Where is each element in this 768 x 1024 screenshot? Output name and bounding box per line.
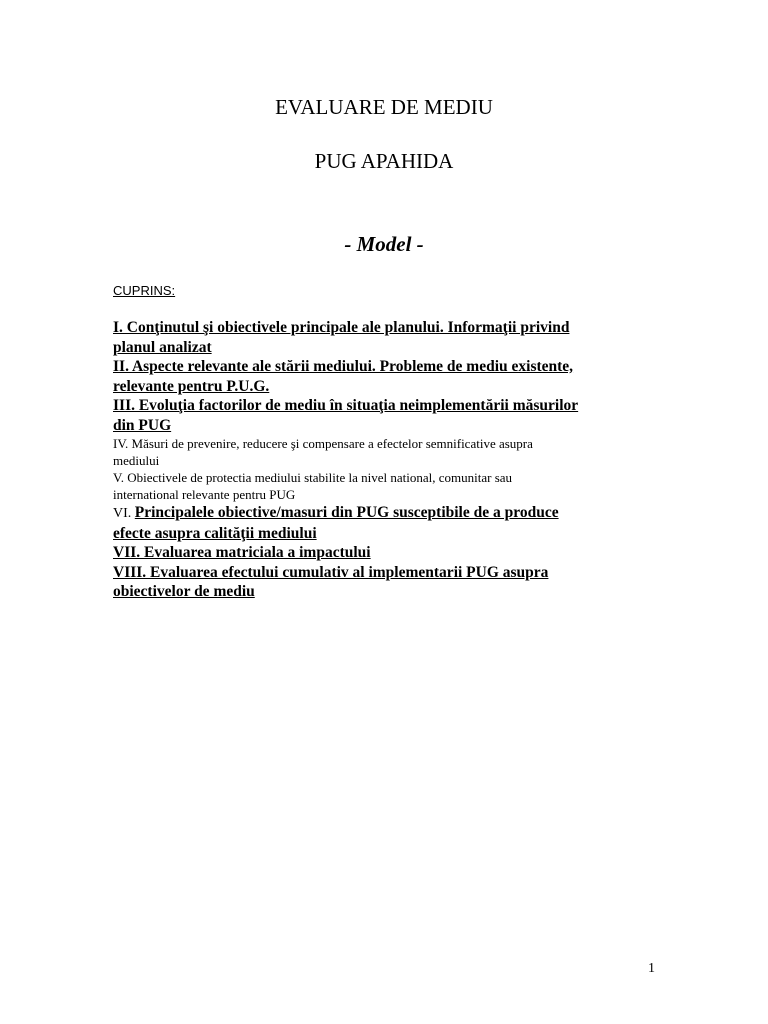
- toc-item-7-line-1: VII. Evaluarea matriciala a impactului: [113, 544, 371, 561]
- model-label: - Model -: [344, 232, 424, 256]
- toc-item-1-line-2: planul analizat: [113, 338, 212, 356]
- toc-item-4-line-1: IV. Măsuri de prevenire, reducere şi compensare a efectelor semnificative asupra: [113, 436, 533, 451]
- toc-item-3-line-2: din PUG: [113, 416, 172, 434]
- toc-item-8-line-1: VIII. Evaluarea efectului cumulativ al implementarii PUG asupra: [113, 563, 549, 581]
- document-title: EVALUARE DE MEDIU: [275, 95, 493, 119]
- toc-item-8-line-2: obiectivelor de mediu: [113, 583, 255, 600]
- toc-item-3[interactable]: [113, 396, 658, 435]
- toc-item-5[interactable]: [113, 469, 658, 503]
- toc-item-1[interactable]: [113, 318, 658, 357]
- toc-item-6-line-1: Principalele obiective/masuri din PUG susceptibile de a produce: [134, 504, 559, 521]
- toc-item-5-line-2: international relevante pentru PUG: [113, 487, 296, 502]
- toc-item-4[interactable]: [113, 435, 658, 469]
- toc-item-5-line-1: V. Obiectivele de protectia mediului stabilite la nivel national, comunitar sau: [113, 470, 513, 485]
- toc-item-2-line-1: II. Aspecte relevante ale stării mediului. Probleme de mediu existente,: [113, 358, 574, 375]
- toc-item-7[interactable]: [113, 543, 658, 563]
- table-of-contents: [113, 318, 658, 602]
- toc-item-2-line-2: relevante pentru P.U.G.: [113, 377, 270, 395]
- document-subtitle: PUG APAHIDA: [314, 149, 454, 173]
- toc-item-4-line-2: mediului: [113, 453, 160, 468]
- toc-item-6-line-2: efecte asupra calităţii mediului: [113, 524, 317, 542]
- toc-item-3-line-1: III. Evoluţia factorilor de mediu în situaţia neimplementării măsurilor: [113, 397, 579, 414]
- toc-item-6-number: VI.: [113, 506, 135, 521]
- toc-item-1-line-1: I. Conţinutul şi obiectivele principale ale planului. Informaţii privind: [113, 319, 570, 336]
- toc-item-6[interactable]: [113, 503, 658, 543]
- toc-item-2[interactable]: [113, 357, 658, 396]
- page-number: 1: [648, 961, 655, 976]
- contents-heading: CUPRINS:: [113, 283, 176, 298]
- toc-item-8[interactable]: [113, 563, 658, 602]
